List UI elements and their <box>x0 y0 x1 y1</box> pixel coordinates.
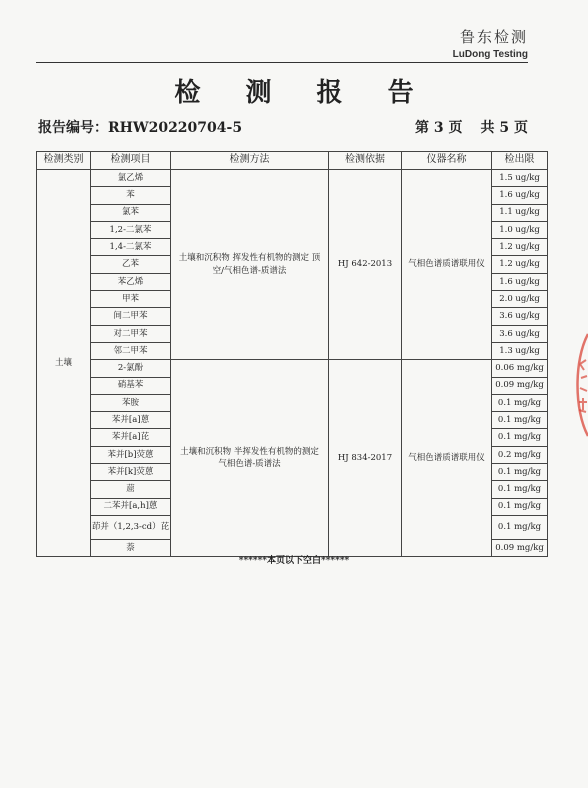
limit-cell: 3.6 ug/kg <box>492 325 548 342</box>
limit-cell: 0.09 mg/kg <box>492 539 548 556</box>
standard-cell: HJ 834-2017 <box>329 360 402 557</box>
limit-cell: 0.1 mg/kg <box>492 498 548 515</box>
item-cell: 2-氯酚 <box>91 360 171 377</box>
limit-cell: 1.6 ug/kg <box>492 187 548 204</box>
item-cell: 苯 <box>91 187 171 204</box>
report-title: 检 测 报 告 <box>174 78 432 108</box>
header-method: 检测方法 <box>171 152 329 170</box>
company-name-en: LuDong Testing <box>452 49 528 60</box>
limit-cell: 0.1 mg/kg <box>492 412 548 429</box>
limit-cell: 1.2 ug/kg <box>492 256 548 273</box>
instrument-cell: 气相色谱质谱联用仪 <box>402 360 492 557</box>
method-cell: 土壤和沉积物 挥发性有机物的测定 顶空/气相色谱-质谱法 <box>171 170 329 360</box>
limit-cell: 2.0 ug/kg <box>492 291 548 308</box>
category-cell: 土壤 <box>37 170 91 557</box>
limit-cell: 3.6 ug/kg <box>492 308 548 325</box>
limit-cell: 1.2 ug/kg <box>492 239 548 256</box>
header-rule <box>36 62 528 63</box>
page-current: 第 3 页 <box>415 120 463 136</box>
table-header-row <box>37 152 548 170</box>
item-cell: 甲苯 <box>91 291 171 308</box>
item-cell: 1,2-二氯苯 <box>91 221 171 238</box>
limit-cell: 1.5 ug/kg <box>492 170 548 187</box>
instrument-cell: 气相色谱质谱联用仪 <box>402 170 492 360</box>
item-cell: 苯乙烯 <box>91 273 171 290</box>
item-cell: 1,4-二氯苯 <box>91 239 171 256</box>
item-cell: 对二甲苯 <box>91 325 171 342</box>
item-cell: 苯并[b]荧蒽 <box>91 446 171 463</box>
limit-cell: 0.1 mg/kg <box>492 394 548 411</box>
header-category: 检测类别 <box>37 152 91 170</box>
item-cell: 茚并（1,2,3-cd）芘 <box>91 515 171 539</box>
item-cell: 䓛 <box>91 481 171 498</box>
header-standard: 检测依据 <box>329 152 402 170</box>
limit-cell: 1.1 ug/kg <box>492 204 548 221</box>
item-cell: 氯乙烯 <box>91 170 171 187</box>
report-number: 报告编号：RHW20220704-5 <box>38 120 243 136</box>
results-table <box>36 151 548 557</box>
limit-cell: 0.06 mg/kg <box>492 360 548 377</box>
item-cell: 苯并[k]荧蒽 <box>91 464 171 481</box>
item-cell: 萘 <box>91 539 171 556</box>
item-cell: 二苯并[a,h]蒽 <box>91 498 171 515</box>
item-cell: 苯并[a]芘 <box>91 429 171 446</box>
limit-cell: 0.1 mg/kg <box>492 464 548 481</box>
item-cell: 苯并[a]蒽 <box>91 412 171 429</box>
limit-cell: 0.1 mg/kg <box>492 429 548 446</box>
limit-cell: 0.1 mg/kg <box>492 515 548 539</box>
item-cell: 间二甲苯 <box>91 308 171 325</box>
item-cell: 乙苯 <box>91 256 171 273</box>
seal-stamp-fragment <box>566 330 588 440</box>
limit-cell: 1.3 ug/kg <box>492 342 548 359</box>
page-info <box>397 117 528 137</box>
item-cell: 氯苯 <box>91 204 171 221</box>
header-item: 检测项目 <box>91 152 171 170</box>
company-header <box>453 26 528 60</box>
table-row <box>37 170 548 187</box>
limit-cell: 1.0 ug/kg <box>492 221 548 238</box>
item-cell: 苯胺 <box>91 394 171 411</box>
header-limit: 检出限 <box>492 152 548 170</box>
header-instrument: 仪器名称 <box>402 152 492 170</box>
limit-cell: 0.1 mg/kg <box>492 481 548 498</box>
item-cell: 邻二甲苯 <box>91 342 171 359</box>
blank-below-note: ******本页以下空白****** <box>238 556 350 566</box>
method-cell: 土壤和沉积物 半挥发性有机物的测定 气相色谱-质谱法 <box>171 360 329 557</box>
item-cell: 硝基苯 <box>91 377 171 394</box>
standard-cell: HJ 642-2013 <box>329 170 402 360</box>
page-total: 共 5 页 <box>480 120 528 136</box>
company-name-cn: 鲁东检测 <box>459 28 528 46</box>
limit-cell: 0.09 mg/kg <box>492 377 548 394</box>
limit-cell: 1.6 ug/kg <box>492 273 548 290</box>
table-row <box>37 360 548 377</box>
limit-cell: 0.2 mg/kg <box>492 446 548 463</box>
